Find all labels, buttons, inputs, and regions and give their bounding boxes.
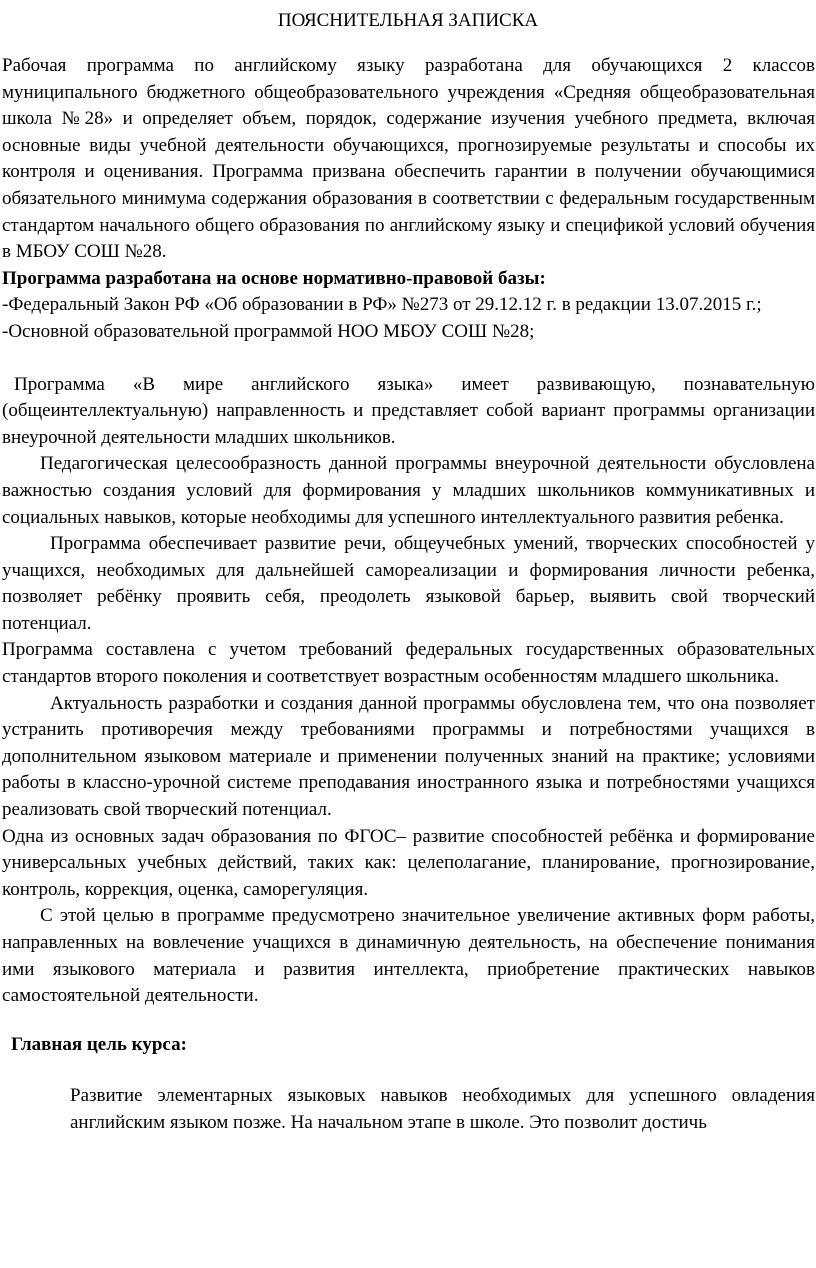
paragraph-active-forms: С этой целью в программе предусмотрено значительное увеличение активных форм работы, направленных на вовлечение учащихся в динамичную деятельность, на обеспечение понимания ими языкового материала и развития интеллекта, приобретение практических навыков самостоятельной деятельности. xyxy=(2,905,815,1007)
paragraph-relevance: Актуальность разработки и создания данной программы обусловлена тем, что она позволяет устранить противоречия между требованиями программы и потребностями учащихся в дополнительном языковом материале и применении полученных знаний на практике; условиями работы в классно-урочной системе преподавания иностранного языка и потребностями учащихся реализовать свой творческий потенциал. xyxy=(2,692,815,821)
basis-item-program: -Основной образовательной программой НОО МБОУ СОШ №28; xyxy=(2,320,535,342)
paragraph-program-provides: Программа обеспечивает развитие речи, общеучебных умений, творческих способностей у учащихся, необходимых для дальнейшей самореализации и формирования личности ребенка, позволяет ребёнку проявить себя, преодолеть языковой барьер, выявить свой творческий потенциал. xyxy=(2,533,815,634)
basis-item-law: -Федеральный Закон РФ «Об образовании в РФ» №273 от 29.12.12 г. в редакции 13.07.2015 г.; xyxy=(2,294,762,316)
paragraph-fgos-task: Одна из основных задач образования по ФГОС– развитие способностей ребёнка и формирование универсальных учебных действий, таких как: целеполагание, планирование, прогнозирование, контроль, коррекция, оценка, саморегуляция. xyxy=(2,825,815,900)
basis-heading: Программа разработана на основе нормативно-правовой базы: xyxy=(2,267,546,289)
goal-text: Развитие элементарных языковых навыков необходимых для успешного овладения английским языком позже. На начальном этапе в школе. Это позволит достичь xyxy=(70,1085,815,1133)
document-body xyxy=(2,53,815,1137)
paragraph-pedagogical-purpose: Педагогическая целесообразность данной программы внеурочной деятельности обусловлена важностью создания условий для формирования у младших школьников коммуникативных и социальных навыков, которые необходимы для успешного интеллектуального развития ребенка. xyxy=(2,453,815,528)
intro-paragraph: Рабочая программа по английскому языку разработана для обучающихся 2 классов муниципального бюджетного общеобразовательного учреждения «Средняя общеобразовательная школа №28» и определяет объем, порядок, содержание изучения учебного предмета, включая основные виды учебной деятельности обучающихся, прогнозируемые результаты и способы их контроля и оценивания. Программа призвана обеспечить гарантии в получении обучающимися обязательного минимума содержания образования в соответствии с федеральным государственным стандартом начального общего образования по английскому языку и спецификой условий обучения в МБОУ СОШ №28. xyxy=(2,55,815,263)
goal-heading: Главная цель курса: xyxy=(11,1033,187,1055)
document-title: ПОЯСНИТЕЛЬНАЯ ЗАПИСКА xyxy=(277,10,539,31)
paragraph-program-description: Программа «В мире английского языка» имеет развивающую, познавательную (общеинтеллектуальную) направленность и представляет собой вариант программы организации внеурочной деятельности младших школьников. xyxy=(2,373,815,448)
paragraph-standards: Программа составлена с учетом требований федеральных государственных образовательных стандартов второго поколения и соответствует возрастным особенностям младшего школьника. xyxy=(2,639,815,688)
